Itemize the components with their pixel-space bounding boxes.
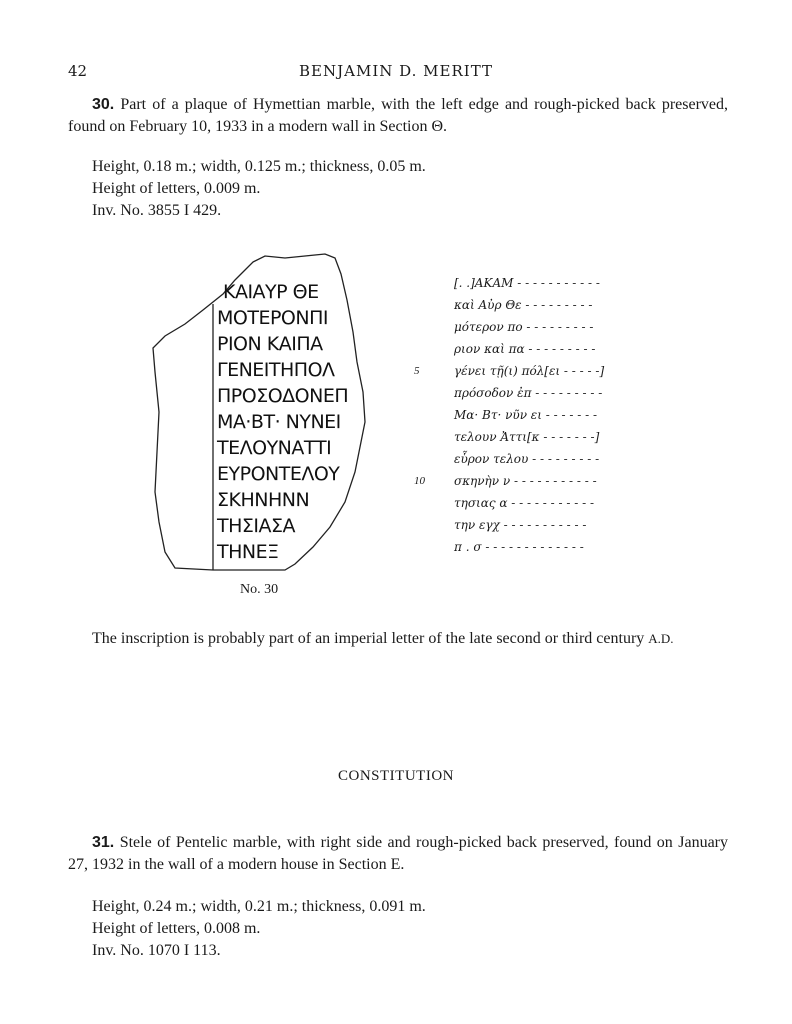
transcription-text: σκηνὴν ν - - - - - - - - - - - [454,474,597,488]
transcription-line [414,382,664,404]
commentary-text: The inscription is probably part of an imperial letter of the late second or third century [92,630,645,647]
transcription-text: π . σ - - - - - - - - - - - - - [454,540,584,554]
drawing-line-1: ΚΑΙΑΥΡ ΘΕ [223,281,319,303]
figure-caption: No. 30 [240,582,279,597]
transcription-line [414,338,664,360]
transcription-text: την εγχ - - - - - - - - - - - [454,518,587,532]
page-number: 42 [68,62,88,80]
transcription-line [414,426,664,448]
entry-30-text: Part of a plaque of Hymettian marble, with the left edge and rough-picked back preserved, found on February 10, 1933 in a modern wall in Section Θ. [68,96,729,135]
entry-30-description [68,94,728,138]
inscription-fragment-drawing [145,252,385,574]
drawing-line-8: ΕΥΡΟΝΤΕΛΟΥ [217,463,340,485]
entry-30-measurements [92,156,426,222]
transcription-line [414,470,664,492]
transcription-line [414,492,664,514]
drawing-line-4: ΓΕΝΕΙΤΗΠΟΛ [217,359,335,381]
measurement-inventory: Inv. No. 3855 I 429. [92,202,222,219]
transcription-line [414,316,664,338]
transcription-text: μότερον πο - - - - - - - - - [454,320,594,334]
measurement-dimensions: Height, 0.18 m.; width, 0.125 m.; thickness, 0.05 m. [92,158,426,175]
transcription-line [414,360,664,382]
drawing-line-2: ΜΟΤΕΡΟΝΠΙ [217,307,328,329]
transcription-text: τησιας α - - - - - - - - - - - [454,496,595,510]
transcription-text: γένει τῇ(ι) πόλ[ει - - - - -] [454,364,605,378]
transcription-line [414,404,664,426]
section-title: CONSTITUTION [338,768,454,784]
transcription-line [414,514,664,536]
measurement-letter-height: Height of letters, 0.009 m. [92,180,261,197]
drawing-line-9: ΣΚΗΝΗΝΝ [217,489,310,511]
entry-30-number: 30. [92,96,115,113]
measurement-dimensions: Height, 0.24 m.; width, 0.21 m.; thickness, 0.091 m. [92,898,426,915]
transcription-text: καὶ Αὐρ Θε - - - - - - - - - [454,298,593,312]
entry-31-measurements [92,896,426,962]
running-title: BENJAMIN D. MERITT [299,62,493,80]
line-number: 10 [414,475,425,487]
entry-31-description [68,832,728,876]
drawing-line-3: ΡΙΟΝ ΚΑΙΠΑ [217,333,323,355]
transcription-line [414,272,664,294]
transcription-block [414,272,664,558]
line-number: 5 [414,365,420,377]
measurement-inventory: Inv. No. 1070 I 113. [92,942,221,959]
drawing-line-6: ΜΑ·ΒΤ· ΝΥΝΕΙ [217,411,341,433]
drawing-line-7: ΤΕΛΟΥΝΑΤΤΙ [217,437,332,459]
transcription-text: Μα· Βτ· νῦν ει - - - - - - - [454,408,598,422]
measurement-letter-height: Height of letters, 0.008 m. [92,920,261,937]
transcription-text: ριον καὶ πα - - - - - - - - - [454,342,596,356]
transcription-text: εὗρον τελου - - - - - - - - - [454,452,600,466]
entry-31-number: 31. [92,834,115,851]
transcription-text: τελουν Ἀττι[κ - - - - - - -] [454,430,600,444]
drawing-line-11: ΤΗΝΕΞ [217,541,279,563]
entry-30-commentary [92,628,728,650]
transcription-line [414,448,664,470]
transcription-text: [. .]ΑΚΑΜ - - - - - - - - - - - [454,276,600,290]
drawing-line-10: ΤΗΣΙΑΣΑ [217,515,296,537]
commentary-era: A.D. [648,631,674,646]
transcription-line [414,294,664,316]
transcription-text: πρόσοδον ἐπ - - - - - - - - - [454,386,603,400]
drawing-line-5: ΠΡΟΣΟΔΟΝΕΠ [217,385,349,407]
entry-31-text: Stele of Pentelic marble, with right side and rough-picked back preserved, found on January 27, 1932 in the wall of a modern house in Section Ε. [68,834,729,873]
transcription-line [414,536,664,558]
